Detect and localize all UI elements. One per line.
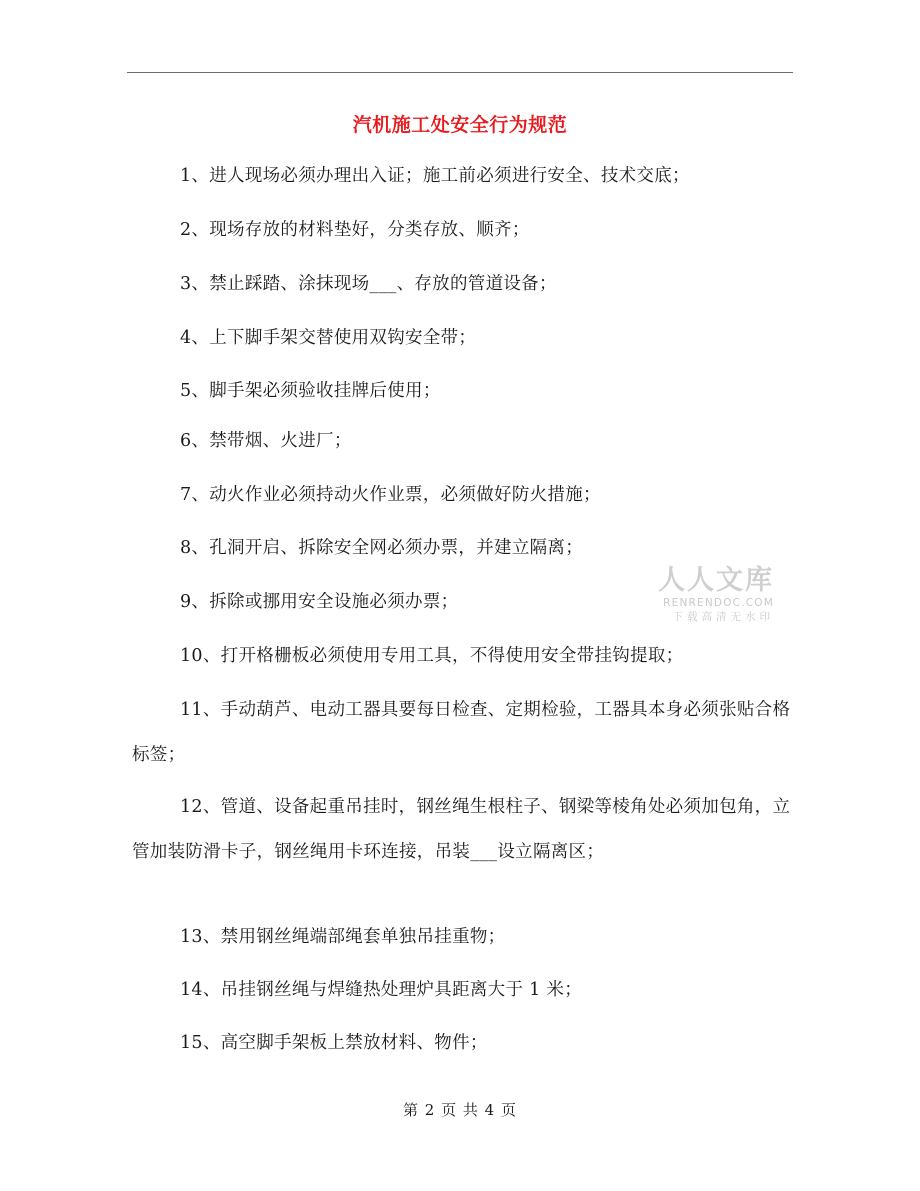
- rule-item-9: 9、拆除或挪用安全设施必须办票；: [180, 592, 459, 612]
- rule-item-13: 13、禁用钢丝绳端部绳套单独吊挂重物；: [180, 927, 506, 947]
- watermark-brand: 人人文库: [658, 565, 774, 596]
- rule-item-14: 14、吊挂钢丝绳与焊缝热处理炉具距离大于 1 米；: [180, 980, 583, 1000]
- rule-item-11: 11、手动葫芦、电动工器具要每日检查、定期检验，工器具本身必须张贴合格标签；: [132, 700, 791, 765]
- rule-item-3: 3、禁止踩踏、涂抹现场___、存放的管道设备；: [180, 274, 557, 294]
- rule-item-12: 12、管道、设备起重吊挂时，钢丝绳生根柱子、钢梁等棱角处必须加包角，立管加装防滑卡子，钢丝绳用卡环连接，吊装___设立隔离区；: [132, 797, 791, 862]
- page-number-footer: 第 2 页 共 4 页: [403, 1101, 517, 1119]
- rule-item-6: 6、禁带烟、火进厂；: [180, 431, 352, 451]
- rule-item-4: 4、上下脚手架交替使用双钩安全带；: [180, 328, 477, 348]
- rule-item-15: 15、高空脚手架板上禁放材料、物件；: [180, 1033, 488, 1053]
- rule-item-8: 8、孔洞开启、拆除安全网必须办票，并建立隔离；: [180, 538, 584, 558]
- rule-item-7: 7、动火作业必须持动火作业票，必须做好防火措施；: [180, 485, 601, 505]
- watermark-tagline: 下载高清无水印: [672, 611, 774, 623]
- watermark-logo: [640, 566, 774, 628]
- rule-item-5: 5、脚手架必须验收挂牌后使用；: [180, 381, 441, 401]
- rule-item-10: 10、打开格栅板必须使用专用工具，不得使用安全带挂钩提取；: [180, 646, 684, 666]
- header-divider: [127, 72, 793, 73]
- document-title: 汽机施工处安全行为规范: [352, 114, 568, 136]
- watermark-url: RENRENDOC.COM: [663, 597, 774, 609]
- rule-item-1: 1、进人现场必须办理出入证；施工前必须进行安全、技术交底；: [180, 166, 690, 186]
- rule-item-2: 2、现场存放的材料垫好，分类存放、顺齐；: [180, 220, 530, 240]
